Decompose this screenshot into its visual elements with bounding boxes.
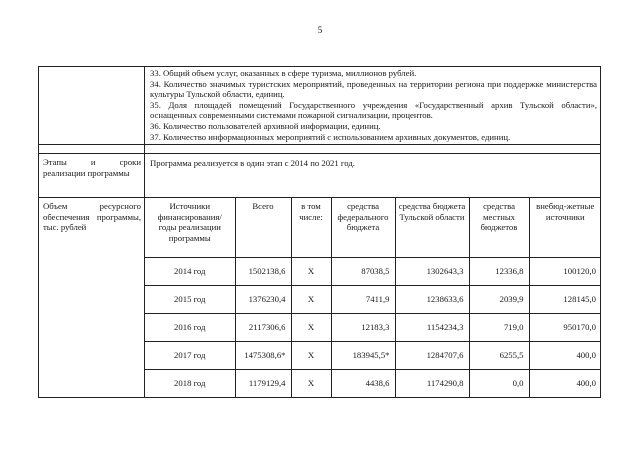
indicators-row: [39, 67, 601, 145]
local-cell: 719,0: [469, 314, 529, 342]
mark-cell: Х: [291, 258, 331, 286]
federal-cell: 12183,3: [331, 314, 395, 342]
federal-cell: 87038,5: [331, 258, 395, 286]
extra-cell: 400,0: [529, 342, 601, 370]
total-cell: 2117306,6: [235, 314, 291, 342]
local-cell: 0,0: [469, 370, 529, 398]
stages-value: Программа реализуется в один этап с 2014 по 2021 год.: [145, 154, 601, 198]
indicators-label-cell: [39, 67, 145, 145]
year-cell: 2016 год: [145, 314, 235, 342]
indicator-item: 37. Количество информационных мероприятий с использованием архивных документов, единиц.: [150, 131, 511, 142]
local-cell: 6255,5: [469, 342, 529, 370]
header-regional: средства бюджета Тульской области: [395, 198, 469, 258]
federal-cell: 183945,5*: [331, 342, 395, 370]
finance-header-row: [145, 198, 601, 258]
total-cell: 1502138,6: [235, 258, 291, 286]
header-total: Всего: [235, 198, 291, 258]
federal-cell: 4438,6: [331, 370, 395, 398]
mark-cell: Х: [291, 342, 331, 370]
program-passport-table: [38, 66, 601, 398]
table-row: [145, 286, 601, 314]
indicator-item: 33. Общий объем услуг, оказанных в сфере туризма, миллионов рублей.: [150, 68, 417, 78]
total-cell: 1376230,4: [235, 286, 291, 314]
indicator-item: 34. Количество значимых туристских мероприятий, проведенных на территории региона при поддержке министерства культуры Тульской области, единиц.: [150, 78, 597, 100]
mark-cell: Х: [291, 370, 331, 398]
blank-row: [39, 145, 601, 154]
regional-cell: 1302643,3: [395, 258, 469, 286]
total-cell: 1179129,4: [235, 370, 291, 398]
stages-label-cell: [39, 154, 145, 198]
federal-cell: 7411,9: [331, 286, 395, 314]
finance-table-cell: [145, 198, 601, 398]
resources-row: [39, 198, 601, 398]
local-cell: 2039,9: [469, 286, 529, 314]
blank-cell: [145, 145, 601, 154]
regional-cell: 1238633,6: [395, 286, 469, 314]
stages-label: Этапы и сроки реализации программы: [43, 157, 141, 178]
stages-row: [39, 154, 601, 198]
regional-cell: 1174290,8: [395, 370, 469, 398]
table-row: [145, 370, 601, 398]
total-cell: 1475308,6*: [235, 342, 291, 370]
year-cell: 2018 год: [145, 370, 235, 398]
table-row: [145, 342, 601, 370]
header-local: средства местных бюджетов: [469, 198, 529, 258]
header-including: в том числе:: [291, 198, 331, 258]
table-row: [145, 258, 601, 286]
finance-table: [145, 198, 601, 397]
page-number: 5: [317, 25, 323, 35]
resources-label: Объем ресурсного обеспечения программы, тыс. рублей: [43, 201, 141, 233]
header-sources: Источники финансирования/ годы реализации программы: [145, 198, 235, 258]
mark-cell: Х: [291, 286, 331, 314]
header-extra: внебюд-жетные источники: [529, 198, 601, 258]
resources-label-cell: [39, 198, 145, 398]
extra-cell: 128145,0: [529, 286, 601, 314]
indicator-item: 35. Доля площадей помещений Государственного учреждения «Государственный архив Тульской области», оснащенных современными системами пожарной сигнализации, процентов.: [150, 99, 597, 121]
regional-cell: 1284707,6: [395, 342, 469, 370]
extra-cell: 950170,0: [529, 314, 601, 342]
local-cell: 12336,8: [469, 258, 529, 286]
header-federal: средства федерального бюджета: [331, 198, 395, 258]
year-cell: 2017 год: [145, 342, 235, 370]
table-row: [145, 314, 601, 342]
indicator-item: 36. Количество пользователей архивной информации, единиц.: [150, 120, 381, 131]
extra-cell: 400,0: [529, 370, 601, 398]
year-cell: 2015 год: [145, 286, 235, 314]
indicators-list: [145, 67, 601, 145]
mark-cell: Х: [291, 314, 331, 342]
year-cell: 2014 год: [145, 258, 235, 286]
regional-cell: 1154234,3: [395, 314, 469, 342]
extra-cell: 100120,0: [529, 258, 601, 286]
blank-cell: [39, 145, 145, 154]
